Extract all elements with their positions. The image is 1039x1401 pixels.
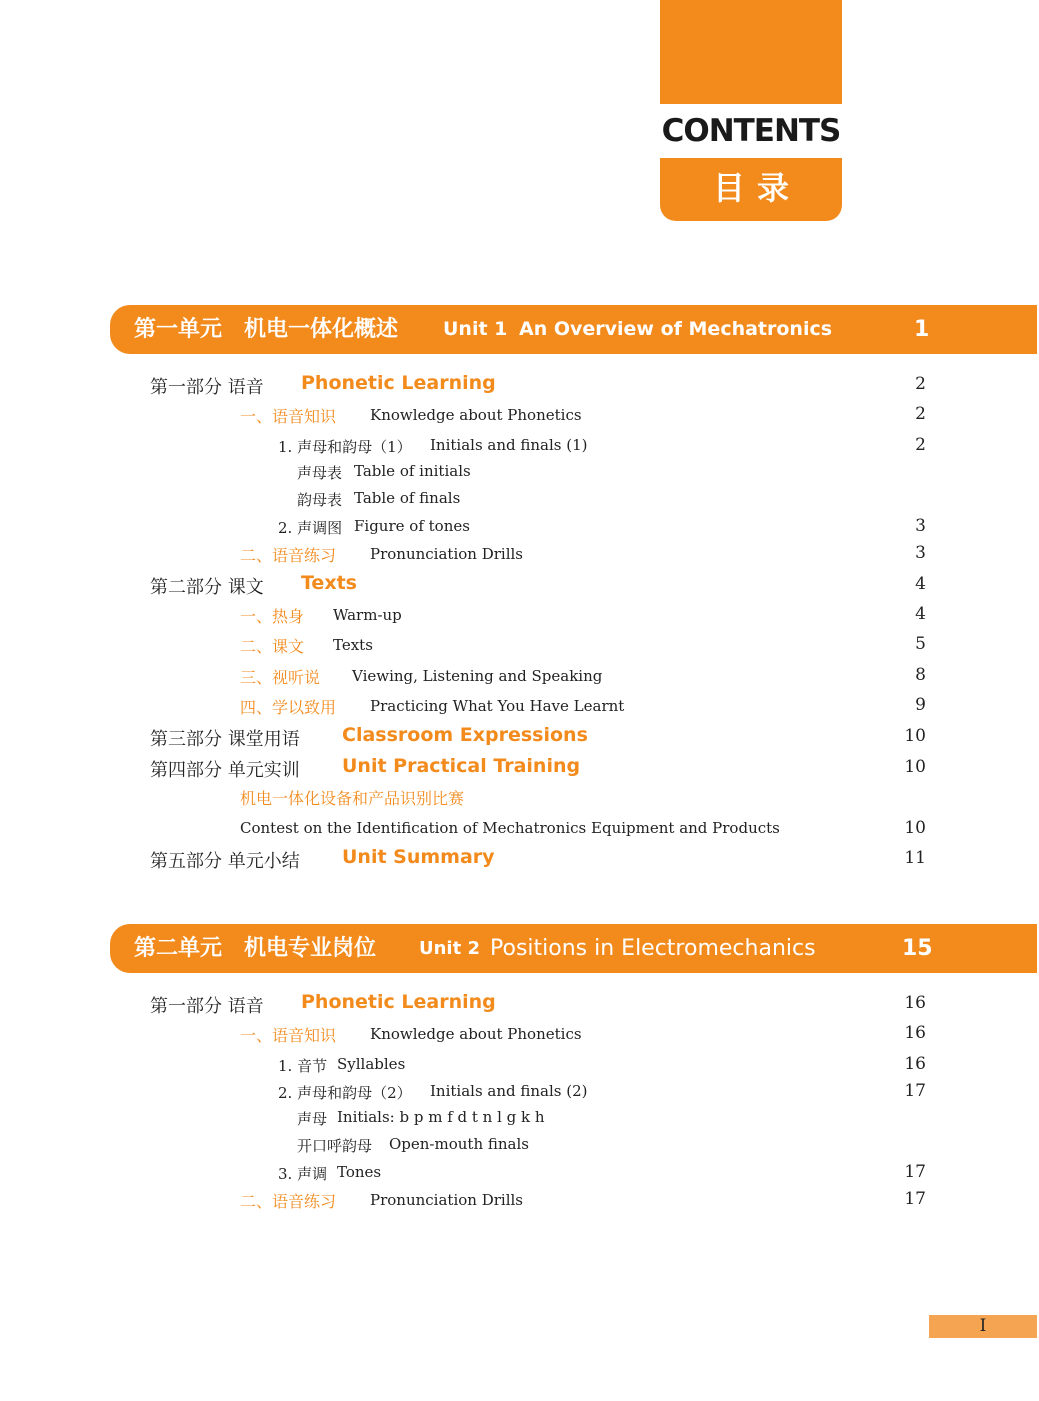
section-en: Pronunciation Drills xyxy=(370,1191,523,1209)
unit-1-en-title: An Overview of Mechatronics xyxy=(519,318,833,340)
unit-2-page: 15 xyxy=(902,936,933,961)
part-en: Texts xyxy=(301,572,357,594)
part-en: Phonetic Learning xyxy=(301,991,496,1013)
section-cn: 四、学以致用 xyxy=(240,698,337,717)
page-number: 11 xyxy=(904,848,926,868)
item-en: Initials and finals (1) xyxy=(430,436,588,454)
part-cn: 第四部分 单元实训 xyxy=(150,760,300,781)
section-cn: 一、语音知识 xyxy=(240,1026,337,1045)
contents-title-cn: 目录 xyxy=(660,158,842,221)
page-number: 5 xyxy=(915,634,926,654)
page-number: 16 xyxy=(904,993,926,1013)
section-en: Knowledge about Phonetics xyxy=(370,1025,582,1043)
unit-1-cn-title: 第一单元 机电一体化概述 xyxy=(134,317,399,342)
item-en: Initials and finals (2) xyxy=(430,1082,588,1100)
item-cn: 2. 声调图 xyxy=(278,519,343,537)
item-cn: 1. 声母和韵母（1） xyxy=(278,438,412,456)
subitem-cn: 声母表 xyxy=(297,464,343,482)
section-en: Contest on the Identification of Mechatronics Equipment and Products xyxy=(240,819,780,837)
section-cn: 二、语音练习 xyxy=(240,546,337,565)
page-number: 17 xyxy=(904,1081,926,1101)
unit-2-label: Unit 2 xyxy=(419,938,480,959)
item-cn: 1. 音节 xyxy=(278,1057,328,1075)
page-number: 2 xyxy=(915,435,926,455)
part-en: Unit Summary xyxy=(342,846,495,868)
page-number: 16 xyxy=(904,1023,926,1043)
unit-2-cn-title: 第二单元 机电专业岗位 xyxy=(134,936,377,961)
subitem-en: Open-mouth finals xyxy=(389,1135,529,1153)
part-cn: 第二部分 课文 xyxy=(150,577,264,598)
unit-1-label: Unit 1 xyxy=(443,318,508,340)
page-number: 17 xyxy=(904,1189,926,1209)
section-cn: 二、课文 xyxy=(240,637,305,656)
part-en: Phonetic Learning xyxy=(301,372,496,394)
contents-title: CONTENTS xyxy=(661,113,841,149)
page-number: 8 xyxy=(915,665,926,685)
item-en: Syllables xyxy=(337,1055,406,1073)
item-cn: 3. 声调 xyxy=(278,1165,328,1183)
page-number: 10 xyxy=(904,726,926,746)
page-number: 16 xyxy=(904,1054,926,1074)
section-cn: 二、语音练习 xyxy=(240,1192,337,1211)
part-cn: 第一部分 语音 xyxy=(150,377,264,398)
section-en: Pronunciation Drills xyxy=(370,545,523,563)
unit-2-en-title: Positions in Electromechanics xyxy=(490,936,816,961)
header-orange-block xyxy=(660,0,842,104)
unit-2-banner[interactable] xyxy=(110,924,1037,973)
page-number: 4 xyxy=(915,574,926,594)
section-cn: 机电一体化设备和产品识别比赛 xyxy=(240,789,465,808)
section-cn: 一、语音知识 xyxy=(240,407,337,426)
page-number: 3 xyxy=(915,516,926,536)
part-en: Classroom Expressions xyxy=(342,724,588,746)
page-number: 2 xyxy=(915,374,926,394)
part-en: Unit Practical Training xyxy=(342,755,581,777)
section-en: Practicing What You Have Learnt xyxy=(370,697,625,715)
subitem-cn: 韵母表 xyxy=(297,491,343,509)
part-cn: 第一部分 语音 xyxy=(150,996,264,1017)
subitem-en: Initials: b p m f d t n l g k h xyxy=(337,1108,545,1126)
unit-1-page: 1 xyxy=(914,317,930,342)
section-en: Viewing, Listening and Speaking xyxy=(352,667,603,685)
subitem-en: Table of initials xyxy=(354,462,471,480)
page-number: 17 xyxy=(904,1162,926,1182)
subitem-cn: 声母 xyxy=(297,1110,328,1128)
section-cn: 三、视听说 xyxy=(240,668,321,687)
item-cn: 2. 声母和韵母（2） xyxy=(278,1084,412,1102)
section-en: Warm-up xyxy=(333,606,402,624)
part-cn: 第五部分 单元小结 xyxy=(150,851,300,872)
section-cn: 一、热身 xyxy=(240,607,305,626)
unit-1-banner[interactable] xyxy=(110,305,1037,354)
page-number: 10 xyxy=(904,818,926,838)
section-en: Texts xyxy=(333,636,373,654)
item-en: Tones xyxy=(337,1163,382,1181)
subitem-cn: 开口呼韵母 xyxy=(297,1137,373,1155)
subitem-en: Table of finals xyxy=(354,489,461,507)
part-cn: 第三部分 课堂用语 xyxy=(150,729,300,750)
page-number: 3 xyxy=(915,543,926,563)
footer-page-number: I xyxy=(929,1315,1037,1338)
page-number: 4 xyxy=(915,604,926,624)
page-number: 2 xyxy=(915,404,926,424)
page-number: 10 xyxy=(904,757,926,777)
page-number: 9 xyxy=(915,695,926,715)
item-en: Figure of tones xyxy=(354,517,470,535)
section-en: Knowledge about Phonetics xyxy=(370,406,582,424)
